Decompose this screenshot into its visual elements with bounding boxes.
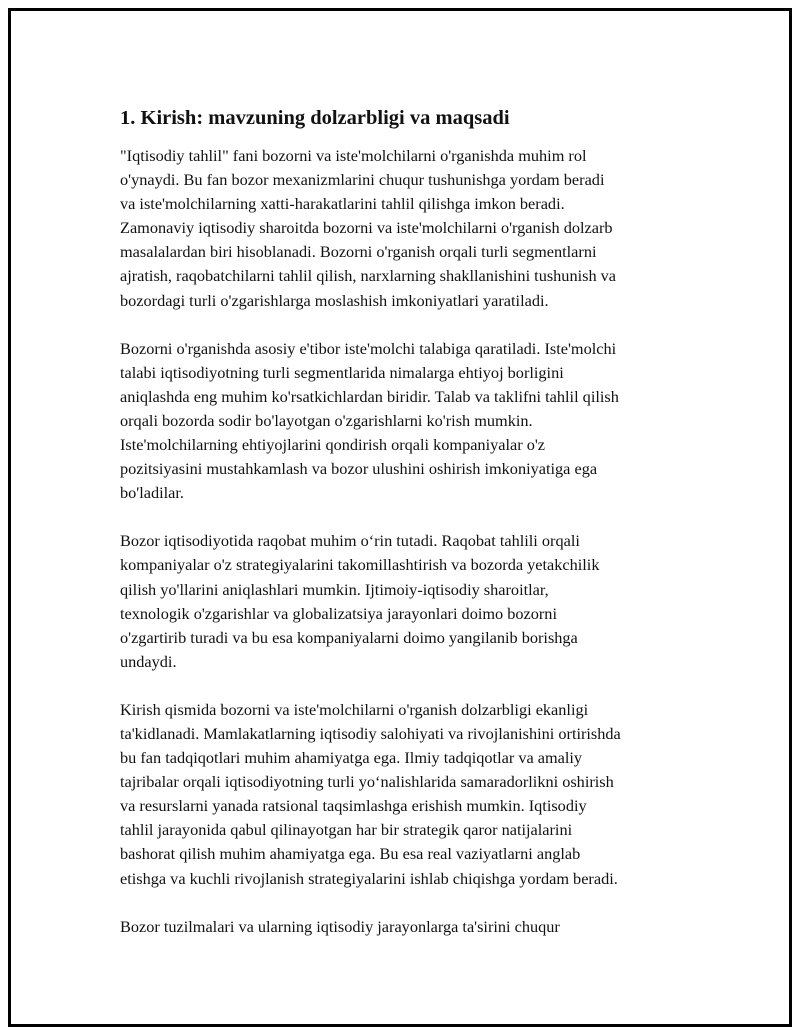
text-line: undaydi. — [120, 651, 177, 671]
text-line: kompaniyalar o'z strategiyalarini takomillashtirish va bozorda yetakchilik — [120, 555, 600, 575]
text-line: pozitsiyasini mustahkamlash va bozor ulushini oshirish imkoniyatiga ega — [120, 459, 598, 479]
text-line: talabi iqtisodiyotning turli segmentlarida nimalarga ehtiyoj borligini — [120, 362, 564, 382]
text-line: o'zgartirib turadi va bu esa kompaniyalarni doimo yangilanib borishga — [120, 627, 578, 647]
text-line: aniqlashda eng muhim ko'rsatkichlardan biridir. Talab va taklifni tahlil qilish — [120, 386, 619, 406]
text-line: tajribalar orqali iqtisodiyotning turli yo‘nalishlarida samaradorlikni oshirish — [120, 772, 614, 792]
text-line: Zamonaviy iqtisodiy sharoitda bozorni va iste'molchilarni o'rganish dolzarb — [120, 218, 613, 238]
text-line: masalalardan biri hisoblanadi. Bozorni o'rganish orqali turli segmentlarni — [120, 242, 597, 262]
text-line: va iste'molchilarning xatti-harakatlarini tahlil qilishga imkon beradi. — [120, 194, 565, 214]
text-line: va resurslarni yanada ratsional taqsimlashga erishish mumkin. Iqtisodiy — [120, 796, 587, 816]
text-line: "Iqtisodiy tahlil" fani bozorni va iste'molchilarni o'rganishda muhim rol — [120, 146, 587, 165]
text-line: bozordagi turli o'zgarishlarga moslashish imkoniyatlari yaratiladi. — [120, 290, 549, 310]
paragraph-4 — [120, 698, 705, 891]
paragraph-1 — [120, 144, 705, 313]
text-line: qilish yo'llarini aniqlashlari mumkin. Ijtimoiy-iqtisodiy sharoitlar, — [120, 579, 549, 599]
text-line: Iste'molchilarning ehtiyojlarini qondirish orqali kompaniyalar o'z — [120, 435, 546, 455]
section-heading: 1. Kirish: mavzuning dolzarbligi va maqsadi — [120, 107, 510, 129]
page-frame — [8, 8, 792, 1027]
document-body — [120, 104, 705, 963]
paragraph-5 — [120, 915, 705, 939]
text-line: Kirish qismida bozorni va iste'molchilarni o'rganish dolzarbligi ekanligi — [120, 699, 589, 719]
text-line: Bozor tuzilmalari va ularning iqtisodiy jarayonlarga ta'sirini chuqur — [120, 916, 560, 936]
text-line: orqali bozorda sodir bo'layotgan o'zgarishlarni ko'rish mumkin. — [120, 410, 533, 430]
paragraph-2 — [120, 337, 705, 506]
paragraph-3 — [120, 529, 705, 674]
text-line: ta'kidlanadi. Mamlakatlarning iqtisodiy salohiyati va rivojlanishini ortirishda — [120, 723, 621, 743]
text-line: bu fan tadqiqotlari muhim ahamiyatga ega. Ilmiy tadqiqotlar va amaliy — [120, 748, 583, 768]
text-line: tahlil jarayonida qabul qilinayotgan har bir strategik qaror natijalarini — [120, 820, 573, 840]
text-line: ajratish, raqobatchilarni tahlil qilish, narxlarning shakllanishini tushunish va — [120, 266, 617, 286]
text-line: texnologik o'zgarishlar va globalizatsiya jarayonlari doimo bozorni — [120, 603, 557, 623]
text-line: o'ynaydi. Bu fan bozor mexanizmlarini chuqur tushunishga yordam beradi — [120, 170, 605, 190]
text-line: bo'ladilar. — [120, 483, 184, 503]
text-line: etishga va kuchli rivojlanish strategiyalarini ishlab chiqishga yordam beradi. — [120, 868, 618, 888]
text-line: Bozorni o'rganishda asosiy e'tibor iste'molchi talabiga qaratiladi. Iste'molchi — [120, 338, 617, 358]
text-line: Bozor iqtisodiyotida raqobat muhim o‘rin tutadi. Raqobat tahlili orqali — [120, 531, 580, 551]
text-line: bashorat qilish muhim ahamiyatga ega. Bu esa real vaziyatlarni anglab — [120, 844, 581, 864]
